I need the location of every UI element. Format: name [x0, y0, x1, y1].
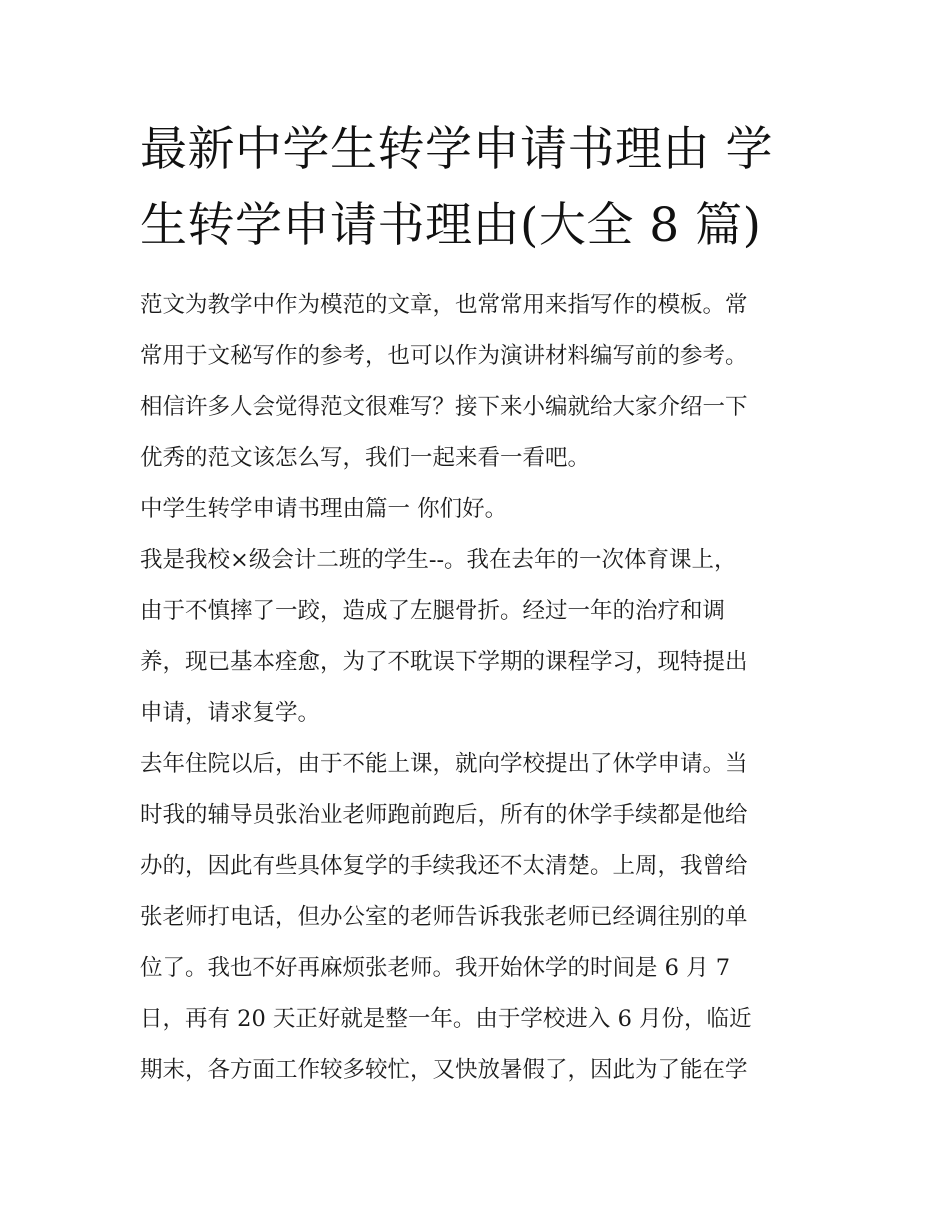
- text-line: 常用于文秘写作的参考，也可以作为演讲材料编写前的参考。: [140, 343, 748, 369]
- text-line: 养，现已基本痊愈，为了不耽误下学期的课程学习，现特提出: [140, 649, 748, 675]
- text-line: 时我的辅导员张治业老师跑前跑后，所有的休学手续都是他给: [140, 802, 748, 828]
- text-line: 范文为教学中作为模范的文章，也常常用来指写作的模板。常: [140, 292, 748, 318]
- text-line: 位了。我也不好再麻烦张老师。我开始休学的时间是 6 月 7: [140, 955, 731, 981]
- text-line: 张老师打电话，但办公室的老师告诉我张老师已经调往别的单: [140, 904, 748, 930]
- section-heading-line: 中学生转学申请书理由篇一 你们好。: [140, 496, 508, 522]
- text-line: 我是我校×级会计二班的学生--。我在去年的一次体育课上，: [140, 547, 737, 573]
- text-line: 办的，因此有些具体复学的手续我还不太清楚。上周，我曾给: [140, 853, 748, 879]
- title-line: 最新中学生转学申请书理由 学: [140, 122, 773, 177]
- text-line: 日，再有 20 天正好就是整一年。由于学校进入 6 月份，临近: [140, 1006, 752, 1032]
- text-line: 相信许多人会觉得范文很难写？接下来小编就给大家介绍一下: [140, 394, 748, 420]
- text-line: 去年住院以后，由于不能上课，就向学校提出了休学申请。当: [140, 751, 748, 777]
- title-line: 生转学申请书理由(大全 8 篇): [140, 198, 762, 253]
- document-body: [140, 280, 830, 1096]
- text-line: 申请，请求复学。: [140, 700, 321, 726]
- document-title: [140, 112, 820, 264]
- text-line: 优秀的范文该怎么写，我们一起来看一看吧。: [140, 445, 591, 471]
- text-line: 期末，各方面工作较多较忙，又快放暑假了，因此为了能在学: [140, 1057, 748, 1083]
- text-line: 由于不慎摔了一跤，造成了左腿骨折。经过一年的治疗和调: [140, 598, 726, 624]
